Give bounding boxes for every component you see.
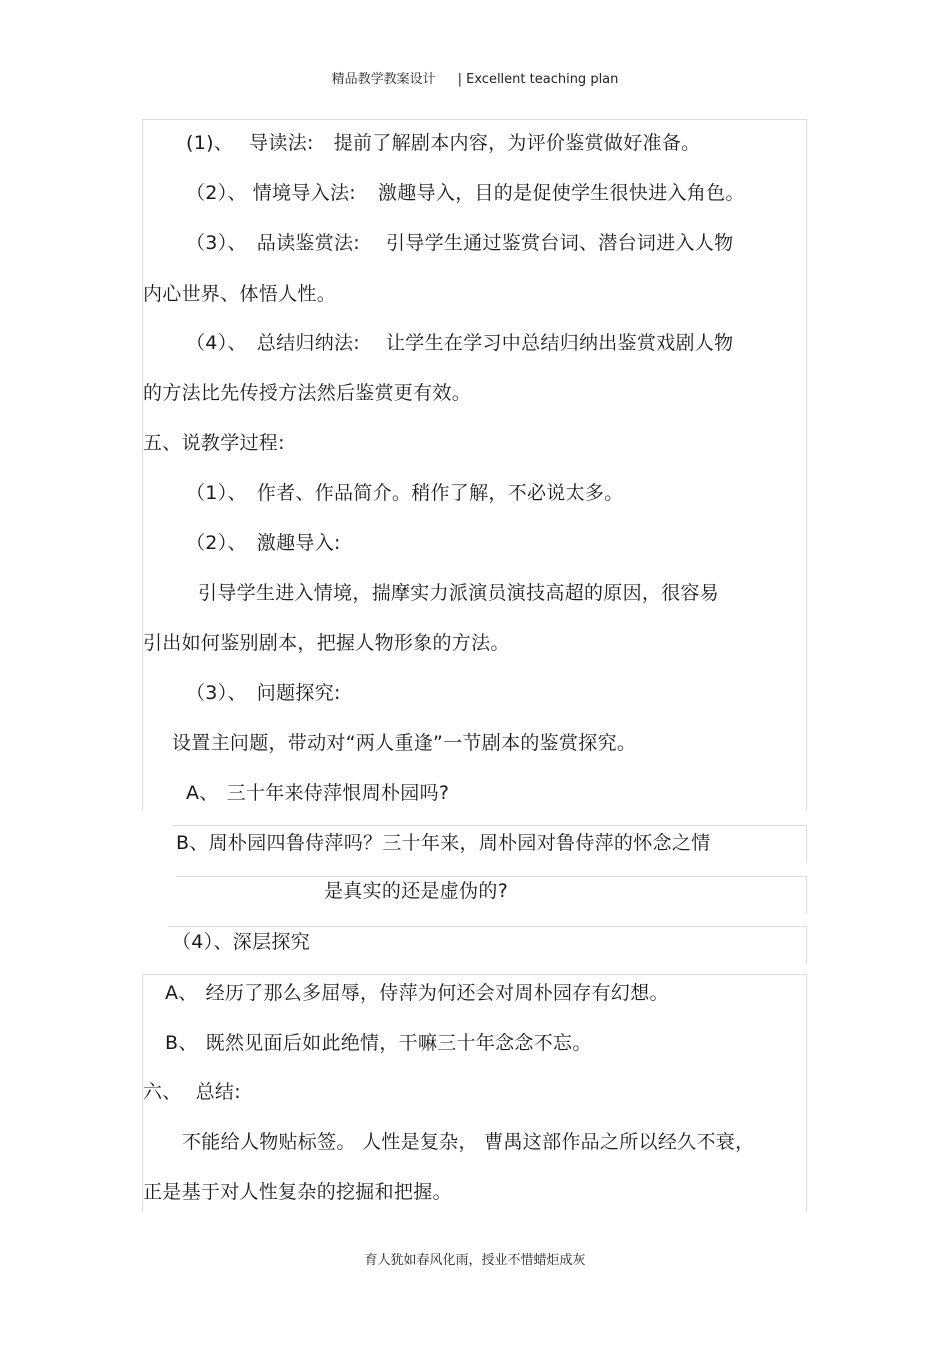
- process-2-para-1: 引导学生进入情境，揣摩实力派演员演技高超的原因，很容易: [198, 582, 720, 604]
- method-4-cont: 的方法比先传授方法然后鉴赏更有效。: [143, 382, 472, 404]
- box-border-left: [142, 119, 143, 811]
- question-b-line-2: 是真实的还是虚伪的?: [324, 880, 509, 902]
- question-b-line-1: B、周朴园四鲁侍萍吗？三十年来，周朴园对鲁侍萍的怀念之情: [176, 832, 711, 854]
- method-3-cont: 内心世界、体悟人性。: [143, 283, 337, 305]
- box-border-top: [142, 119, 807, 120]
- process-3: （3）、 问题探究:: [186, 682, 341, 704]
- method-1: (1)、 导读法: 提前了解剧本内容，为评价鉴赏做好准备。: [186, 132, 701, 154]
- box-border-right: [806, 119, 807, 811]
- method-3: （3）、 品读鉴赏法: 引导学生通过鉴赏台词、潜台词进入人物: [186, 232, 734, 254]
- header-title-en: | Excellent teaching plan: [457, 72, 619, 87]
- box-d-top: [168, 926, 807, 927]
- box-e-right: [806, 974, 807, 1212]
- section-5-title: 五、说教学过程:: [143, 432, 285, 454]
- deep-a: A、 经历了那么多屈辱，侍萍为何还会对周朴园存有幻想。: [165, 982, 669, 1004]
- box-e-top: [142, 974, 807, 975]
- box-c-top: [176, 876, 807, 877]
- process-2: （2）、 激趣导入:: [186, 532, 341, 554]
- process-4-title: （4）、深层探究: [172, 931, 310, 953]
- header-title-cn: 精品教学教案设计: [331, 72, 436, 87]
- page-header: [0, 68, 950, 87]
- process-1: （1）、 作者、作品简介。稍作了解，不必说太多。: [186, 482, 624, 504]
- box-d-right: [806, 926, 807, 964]
- section-6-title: 六、 总结:: [143, 1081, 241, 1103]
- box-b-top: [172, 825, 807, 826]
- summary-line-2: 正是基于对人性复杂的挖掘和把握。: [143, 1181, 452, 1203]
- page-footer: 育人犹如春风化雨，授业不惜蜡炬成灰: [364, 1253, 586, 1268]
- box-b-right: [806, 825, 807, 863]
- process-3-para: 设置主问题，带动对“两人重逢”一节剧本的鉴赏探究。: [172, 732, 637, 754]
- question-a: A、 三十年来侍萍恨周朴园吗?: [186, 782, 450, 804]
- deep-b: B、 既然见面后如此绝情，干嘛三十年念念不忘。: [165, 1032, 592, 1054]
- process-2-para-2: 引出如何鉴别剧本，把握人物形象的方法。: [143, 632, 510, 654]
- method-2: （2）、 情境导入法: 激趣导入，目的是促使学生很快进入角色。: [186, 182, 745, 204]
- box-c-right: [806, 876, 807, 914]
- method-4: （4）、 总结归纳法: 让学生在学习中总结归纳出鉴赏戏剧人物: [186, 332, 734, 354]
- summary-line-1: 不能给人物贴标签。 人性是复杂， 曹禺这部作品之所以经久不衰，: [182, 1131, 755, 1153]
